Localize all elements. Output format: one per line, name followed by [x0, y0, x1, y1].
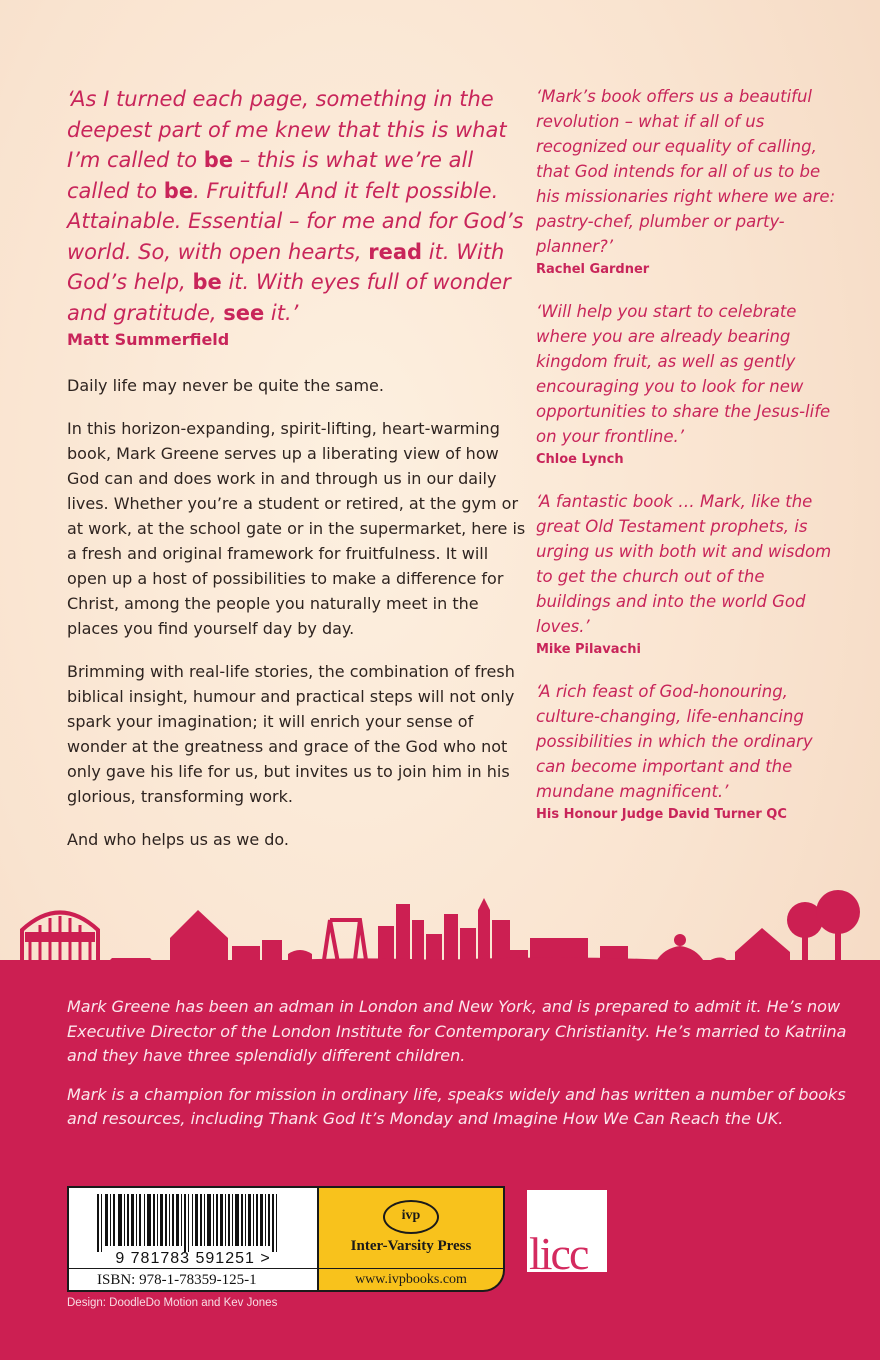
endorsement-text: ‘Will help you start to celebrate where you are already bearing kingdom fruit, as well as gently encouraging you to look for new opportunities to share the Jesus-life on your frontline.’ [536, 302, 831, 446]
design-credit: Design: DoodleDo Motion and Kev Jones [67, 1297, 278, 1309]
bio-paragraph: Mark is a champion for mission in ordinary life, speaks widely and has written a number of books and resources, including Thank God It’s Monday and Imagine How We Can Reach the UK. [67, 1084, 846, 1128]
right-column [536, 84, 836, 844]
licc-logo [527, 1190, 607, 1279]
barcode-panel [67, 1186, 319, 1292]
body-paragraph: Daily life may never be quite the same. [67, 376, 384, 395]
quote-text: . Fruitful! And it felt possible. Attainable. Essential – for me and for God’s world. So, with open hearts, [67, 178, 524, 264]
body-paragraph: Brimming with real-life stories, the combination of fresh biblical insight, humour and practical steps will not only spark your imagination; it will enrich your sense of wonder at the greatness and grace of the God who not only gave his life for us, but invites us to join him in his glorious, transforming work. [67, 662, 515, 806]
ivp-logo: ivp [383, 1200, 439, 1234]
left-column [67, 84, 527, 852]
body-paragraph: And who helps us as we do. [67, 830, 289, 849]
endorsement [536, 84, 836, 277]
endorsement [536, 679, 836, 822]
main-quote-author: Matt Summerfield [67, 330, 230, 349]
endorsement-text: ‘A fantastic book … Mark, like the great Old Testament prophets, is urging us with both wit and wisdom to get the church out of the buildings and into the world God loves.’ [536, 492, 832, 636]
endorsement [536, 489, 836, 657]
quote-text: – this is what we’re all called to [67, 148, 474, 203]
quote-emphasis: see [223, 300, 265, 325]
quote-emphasis: be [163, 178, 194, 203]
main-quote [67, 84, 527, 328]
endorsement [536, 299, 836, 467]
licc-logo-text: licc [529, 1228, 588, 1279]
barcode-icon [69, 1188, 317, 1252]
publisher-url: www.ivpbooks.com [319, 1268, 503, 1291]
endorsement-author: His Honour Judge David Turner QC [536, 807, 787, 822]
quote-text: it.’ [264, 300, 299, 325]
endorsement-text: ‘Mark’s book offers us a beautiful revolution – what if all of us recognized our equality of calling, that God intends for all of us to be his missionaries right where we are: pastry-chef, plumber or party-planner?’ [536, 87, 836, 256]
bio-paragraph: Mark Greene has been an adman in London and New York, and is prepared to admit it. He’s now Executive Director of the London Institute for Contemporary Christianity. He’s married to Katriina and they have three splendidly different children. [67, 997, 847, 1065]
publisher-name: Inter-Varsity Press [350, 1238, 472, 1254]
endorsement-text: ‘A rich feast of God-honouring, culture-changing, life-enhancing possibilities in which the ordinary can become important and the mundane magnificent.’ [536, 682, 813, 801]
quote-text: it. With eyes full of wonder and gratitude, [67, 270, 511, 325]
body-paragraph: In this horizon-expanding, spirit-lifting, heart-warming book, Mark Greene serves up a liberating view of how God can and does work in and through us in our daily lives. Whether you’re a student or retired, at the gym or at work, at the school gate or in the supermarket, here is a fresh and original framework for fruitfulness. It will open up a host of possibilities to make a difference for Christ, among the people you naturally meet in the places you find yourself day by day. [67, 419, 526, 638]
endorsement-author: Mike Pilavachi [536, 642, 641, 657]
barcode-digits: 9 781783 591251 > [115, 1250, 271, 1267]
quote-emphasis: be [203, 148, 234, 172]
quote-emphasis: read [368, 239, 423, 264]
isbn-number: ISBN: 978-1-78359-125-1 [69, 1268, 317, 1290]
quote-text: it. With God’s help, [67, 239, 505, 294]
endorsement-author: Rachel Gardner [536, 262, 650, 277]
endorsement-author: Chloe Lynch [536, 452, 624, 467]
author-bio [67, 995, 847, 1146]
quote-emphasis: be [192, 270, 222, 294]
publisher-panel [319, 1186, 505, 1292]
quote-text: ‘As I turned each page, something in the deepest part of me knew that this is what I’m called to [67, 87, 507, 172]
